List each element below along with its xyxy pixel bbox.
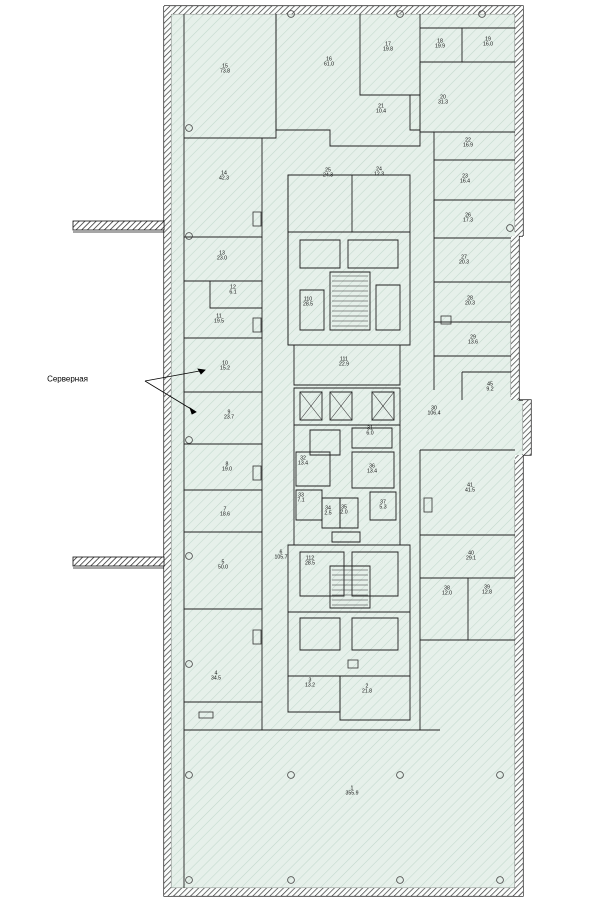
room-number: 10 bbox=[222, 360, 228, 367]
room-area: 7.1 bbox=[297, 498, 305, 504]
room-area: 2.5 bbox=[324, 511, 332, 517]
room-area: 23.0 bbox=[216, 256, 228, 262]
room-number: 28 bbox=[467, 295, 473, 302]
room-number: 31 bbox=[367, 425, 373, 432]
room-number: 33 bbox=[298, 492, 304, 499]
room-area: 13.4 bbox=[366, 469, 378, 475]
building-footprint bbox=[164, 6, 531, 896]
room-number: 9 bbox=[227, 409, 231, 416]
room-area: 106.4 bbox=[427, 411, 441, 417]
room-area: 2.0 bbox=[340, 510, 348, 516]
room-number: 21 bbox=[378, 103, 384, 110]
room-area: 24.3 bbox=[322, 173, 334, 179]
room-area: 18.6 bbox=[219, 512, 231, 518]
room-number: 22 bbox=[465, 137, 471, 144]
room-number: 40 bbox=[468, 550, 474, 557]
room-area: 12.3 bbox=[373, 172, 385, 178]
room-number: 11 bbox=[216, 313, 222, 320]
room-number: 18 bbox=[437, 38, 443, 45]
balcony-lower bbox=[73, 557, 164, 568]
room-area: 5.3 bbox=[379, 505, 387, 511]
room-number: 111 bbox=[340, 356, 348, 363]
room-area: 13.2 bbox=[304, 683, 316, 689]
room-area: 13.4 bbox=[297, 461, 309, 467]
room-area: 28.5 bbox=[304, 561, 316, 567]
room-area: 12.0 bbox=[441, 591, 453, 597]
room-number: 7 bbox=[223, 506, 227, 513]
room-number: 23 bbox=[462, 173, 468, 180]
room-area: 28.5 bbox=[302, 302, 314, 308]
annotation-serverная: Серверная bbox=[47, 374, 88, 384]
room-number: 26 bbox=[465, 212, 471, 219]
room-area: 50.0 bbox=[217, 565, 229, 571]
room-number: 37 bbox=[380, 499, 386, 506]
room-area: 16.0 bbox=[482, 42, 494, 48]
room-area: 15.2 bbox=[219, 366, 231, 372]
room-number: 112 bbox=[305, 555, 315, 562]
room-number: 17 bbox=[385, 41, 391, 48]
room-number: 16 bbox=[326, 56, 332, 63]
room-area: 16.9 bbox=[462, 143, 474, 149]
room-area: 23.7 bbox=[223, 415, 235, 421]
room-area: 20.3 bbox=[458, 260, 470, 266]
room-area: 29.1 bbox=[465, 556, 477, 562]
room-area: 19.8 bbox=[382, 47, 394, 53]
room-area: 355.9 bbox=[345, 791, 359, 797]
room-area: 13.6 bbox=[467, 340, 479, 346]
room-number: 27 bbox=[461, 254, 467, 261]
room-number: 1 bbox=[350, 785, 354, 792]
room-number: 45 bbox=[487, 381, 493, 388]
room-number: 2 bbox=[365, 683, 369, 690]
room-area: 105.7 bbox=[274, 555, 288, 561]
room-number: 12 bbox=[230, 284, 236, 291]
room-number: 24 bbox=[376, 166, 382, 173]
room-area: 19.0 bbox=[221, 467, 233, 473]
room-area: 9.2 bbox=[486, 387, 494, 393]
room-number: 29 bbox=[470, 334, 476, 341]
room-number: 30 bbox=[431, 405, 437, 412]
room-area: 10.4 bbox=[375, 109, 387, 115]
room-area: 17.3 bbox=[462, 218, 474, 224]
room-area: 16.4 bbox=[459, 179, 471, 185]
room-area: 6.1 bbox=[229, 290, 237, 296]
room-number: 20 bbox=[440, 94, 446, 101]
room-area: 22.9 bbox=[338, 362, 350, 368]
room-area: 61.0 bbox=[323, 62, 335, 68]
room-number: 34 bbox=[325, 505, 331, 512]
room-number: 110 bbox=[303, 296, 313, 303]
room-area: 19.9 bbox=[434, 44, 446, 50]
room-area: 34.5 bbox=[210, 676, 222, 682]
room-number: 25 bbox=[325, 167, 331, 174]
room-number: 3 bbox=[308, 677, 312, 684]
room-number: 19 bbox=[485, 36, 491, 43]
room-number: 41 bbox=[467, 482, 473, 489]
room-area: 41.5 bbox=[464, 488, 476, 494]
room-area: 31.3 bbox=[437, 100, 449, 106]
room-number: 8 bbox=[225, 461, 229, 468]
balcony-upper bbox=[73, 221, 164, 232]
room-number: 38 bbox=[444, 585, 450, 592]
room-number: 32 bbox=[300, 455, 306, 462]
room-number: 5 bbox=[221, 559, 225, 566]
room-number: 36 bbox=[369, 463, 375, 470]
room-area: 73.8 bbox=[219, 69, 231, 75]
room-area: 6.0 bbox=[366, 431, 374, 437]
room-number: 39 bbox=[484, 584, 490, 591]
room-number: 15 bbox=[222, 63, 228, 70]
room-area: 20.3 bbox=[464, 301, 476, 307]
room-number: 6 bbox=[279, 549, 283, 556]
room-number: 4 bbox=[214, 670, 218, 677]
room-area: 21.8 bbox=[361, 689, 373, 695]
room-area: 12.8 bbox=[481, 590, 493, 596]
room-area: 42.3 bbox=[218, 176, 230, 182]
room-number: 14 bbox=[221, 170, 227, 177]
room-area: 19.5 bbox=[213, 319, 225, 325]
room-number: 13 bbox=[219, 250, 225, 257]
room-number: 35 bbox=[341, 504, 347, 511]
